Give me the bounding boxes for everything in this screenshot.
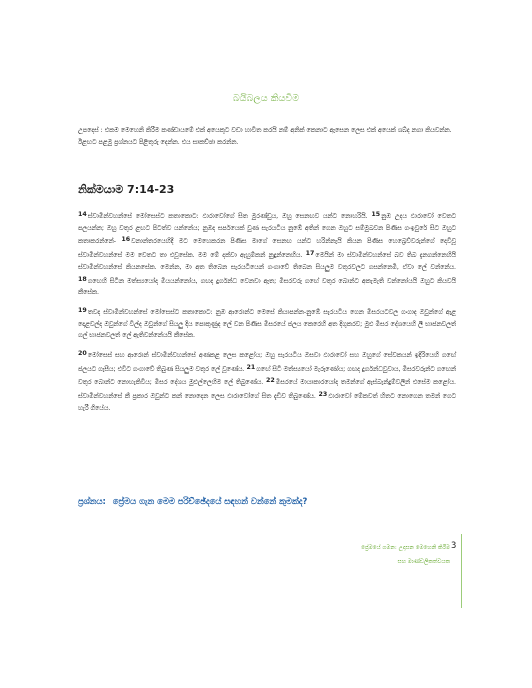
verse-number: 16 bbox=[121, 236, 131, 244]
verse-text: මෙයින් මා ස්වාමීන්වහන්සේ බව තිබ දැනගන්නෙහියි ස්වාමීන්වහන්සේ කියනසේක. මෙන්න, මා අත තිබෙන සැරයටියෙන් ගංගාවේ තිබෙන සියලුම වතුරවලට ගසන්නෙමි, ඒවා ලේ වන්නේය. bbox=[78, 252, 456, 271]
verse-number: 21 bbox=[246, 363, 256, 371]
discussion-question bbox=[78, 494, 458, 508]
verse-number: 19 bbox=[78, 306, 87, 314]
page-footer bbox=[318, 541, 450, 569]
footer-line-2: සහ මාණ්ඩලිකත්වයක bbox=[397, 559, 450, 565]
verse-number: 18 bbox=[78, 275, 87, 283]
verse-text: තවද ස්වාමීන්වහන්සේ මෝසෙස්ට කතාකොට: නුඹ ආරොන්ට මෙසේ කියාපන්න-නුඹේ සැරයටිය ගෙන මිසරයටවල ගංගාද ඔවුන්ගේ ඇළ දොළවල්ද ඔවුන්ගේ විල්ද ඔවුන්ගේ සියලු දිය පොකුණුද ලේ වන පිණිස මිසරයේ ජලය කෙරෙහි අත දිගුකරව; මුළු මිසර දේශයෙහි ලී භාජනවලත් ගල් භාජනවලත් ලේ ඇතිවන්නේයයි කීසේක. bbox=[78, 308, 456, 340]
passage-paragraph bbox=[78, 348, 456, 415]
instructions-text: උපදෙස් : එකම මෙහෙනි කිරීම කණ්ඩායමේ එක් අයෙකුට වඩා හාවිත කරයි නම් අනික් කෙනාට ඇසෙන ලෙස එක් අයෙක් ශබ්ද නගා කියවන්න. ඊළඟට පළමු ප්‍රශ්නයට පිළිතුරු දෙන්න. එය සාකච්ඡා කරන්න. bbox=[78, 127, 452, 146]
verse-number: 14 bbox=[78, 211, 87, 218]
passage-paragraph bbox=[78, 209, 456, 299]
verse-number: 17 bbox=[305, 250, 315, 258]
verse-text: මෝසෙස් සහ ආරොන් ස්වාමීන්වහන්සේ අණකළ ලෙස කළෝය; ඔහු සැරයටිය ඔසවා ඵාරාවෝ සහ ඔහුගේ සේවකයන් ඉදිරියෙහි ගඟේ ජලයට ගැසීය; එවිට ගංගාවේ තිබුණ සියලුම වතුර ලේ වූණේය. bbox=[78, 352, 456, 373]
verse-text: වනාන්තරයෙහිදී මට මෙහෙකරන පිණිස මාගේ සෙනඟ යන්ට හරින්නැයි කියන පිණිස හෙබ්‍රෙව්වරුන්ගේ දෙවිවූ ස්වාමීන්වහන්සේ මම වෙතට තා එවූසේක. මම මේ දක්වා ඇහුම්කන් නුදුන්නෙහිය. bbox=[78, 238, 456, 260]
passage-paragraph bbox=[78, 305, 456, 342]
verse-number: 23 bbox=[318, 391, 328, 399]
verse-text: ස්වාමීන්වහන්සේ මෝසෙස්ට කතාකොට: ඵාරාවෝගේ සිත මුරණ්ඩුය, ඔහු සෙනඟව යන්ට නොහරියි. bbox=[87, 213, 368, 220]
footer-divider bbox=[461, 534, 462, 608]
section-title: බයිබලය කියවීම bbox=[232, 93, 300, 104]
page-number: 3 bbox=[451, 540, 457, 550]
verse-number: 15 bbox=[371, 211, 381, 218]
verse-number: 22 bbox=[265, 377, 275, 385]
question-text: ප්‍රේමය ගැන මෙම පරිච්ඡේදයේ සඳහන් වන්නේ කුමක්ද? bbox=[112, 496, 308, 506]
verse-text: ගඟෙහි සිටින මත්ස්‍යයෝද මියයන්නෝය, ගඟද දුර්ගන්ධ වෙනවා ඇත; මිසරවරු ගඟේ වතුර බොන්ට අකැමැති වන්නෝයයි ඔහුට කියවයි කීසේක. bbox=[78, 277, 456, 297]
verse-text: ඵාරාවෝ මේකවත් හිතට නොගෙන තමන් ගෙට හැරී ගියේය. bbox=[78, 393, 457, 412]
passage-reference: නික්මයාම 7:14-23 bbox=[78, 183, 175, 196]
footer-line-1: ප්‍රේමයේ ගමන: උදාසන මෙහෙනි කිරීම bbox=[361, 545, 450, 551]
verse-text: නුඹ උදය ඵාරාවෝ වෙතට පලයන්න; ඔහු වතුර ළඟට පිටත්ව යන්නේය; නුඹද සර්පයෙක් වුණ සැරයටිය නුඹේ අතින් ගෙන ඔහුට සම්මුඛවන පිණිස ගංඉවුරේ සිට ඔහුට කතාකරන්නේ- bbox=[78, 213, 456, 246]
question-label: ප්‍රශ්නය: bbox=[78, 496, 106, 506]
verse-text: ගඟේ සිටි මත්ස්‍යයෝ මැරුණෝය; ගඟද දුර්ගන්ධවුවාය, මිසරවරුන්ට ගඟෙන් වතුර බොන්ට නොහැකිවිය; මිසර දේශය මුළුල්ලෙහිම ලේ තිබුණේය. bbox=[78, 365, 456, 387]
verse-text: මිසරයේ මායාකාරයෝද තමන්ගේ ඇස්බැන්දුම්වලින් එසේම කළෝය. ස්වාමීන්වහන්සේ කී ප්‍රකාර ඔවුන්ට කන් නොදෙන ලෙස ඵාරාවෝගේ සිත දැඩිව තිබුණේය. bbox=[78, 379, 456, 401]
scripture-passage bbox=[78, 209, 456, 421]
verse-number: 20 bbox=[78, 350, 87, 358]
